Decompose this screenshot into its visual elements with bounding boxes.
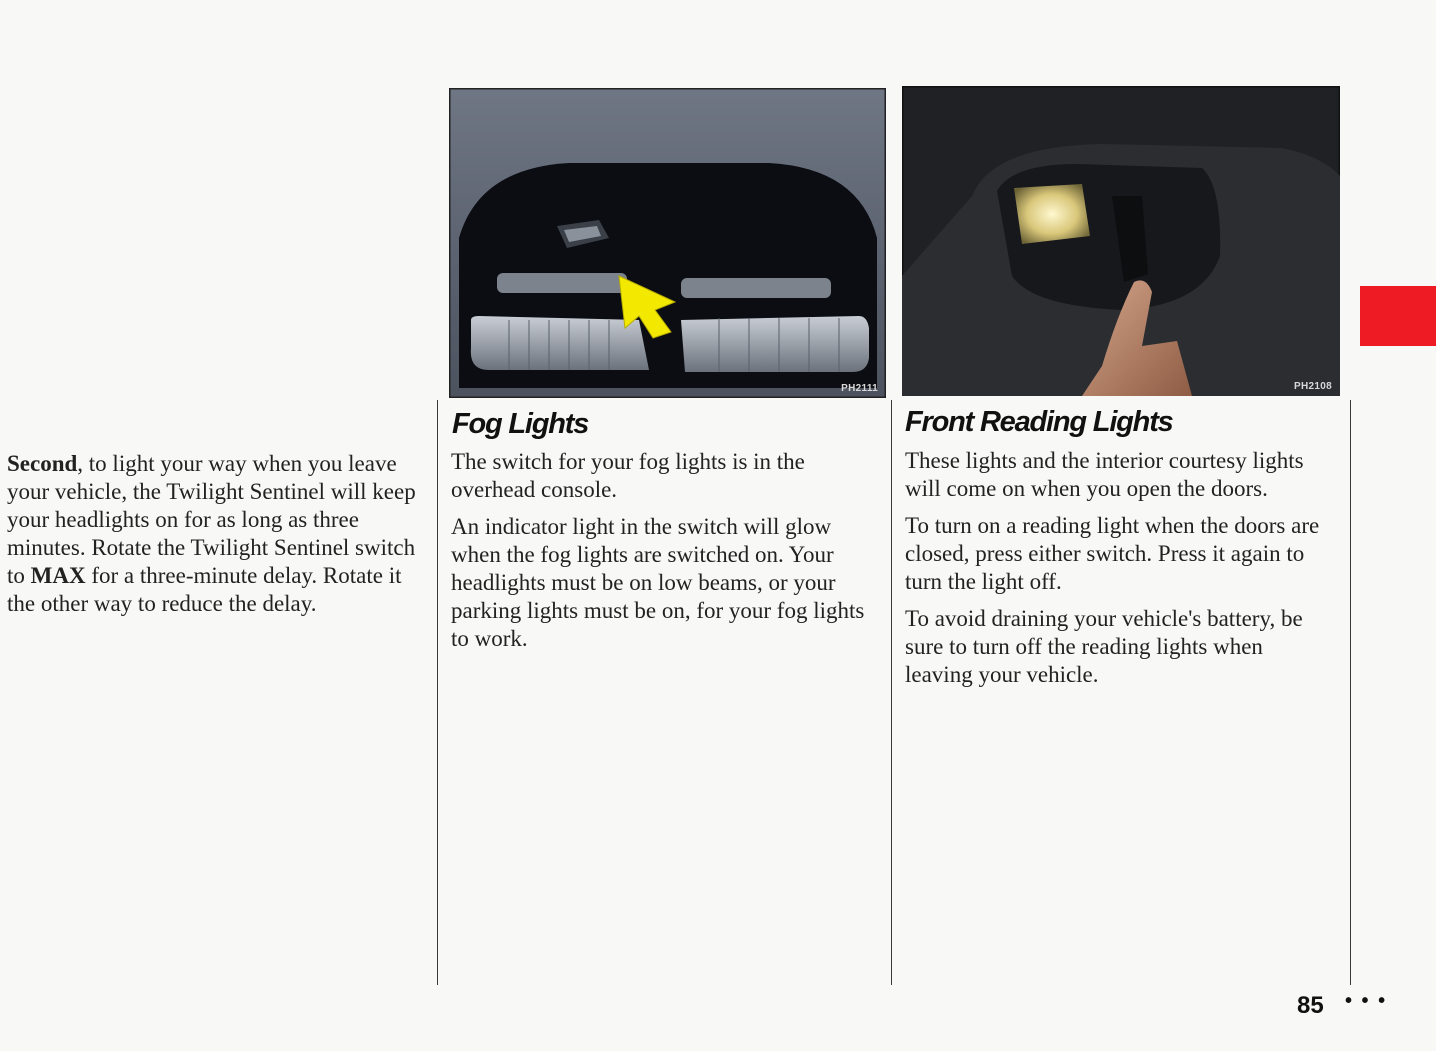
reading-lights-paragraph-1: These lights and the interior courtesy lights will come on when you open the doors. — [905, 448, 1304, 501]
reading-lights-paragraph-2: To turn on a reading light when the doors are closed, press either switch. Press it again to turn the light off. — [905, 513, 1320, 594]
reading-lights-paragraph-3: To avoid draining your vehicle's battery, be sure to turn off the reading lights when leaving your vehicle. — [905, 606, 1303, 687]
reading-lights-heading: Front Reading Lights — [905, 406, 1173, 438]
twilight-sentinel-paragraph: Second, to light your way when you leave your vehicle, the Twilight Sentinel will keep your headlights on for as long as three minutes. Rotate the Twilight Sentinel switch to MAX for a three-minute delay. Rotate it the other way to reduce the delay. — [7, 451, 416, 616]
max-setting: MAX — [30, 563, 86, 588]
fog-lights-heading: Fog Lights — [452, 408, 589, 440]
photo-code: PH2111 — [841, 383, 878, 394]
column-rule-right — [1350, 400, 1351, 985]
page-dots: • • • — [1345, 990, 1388, 1012]
section-tab — [1360, 286, 1436, 346]
fog-lights-paragraph-1: The switch for your fog lights is in the overhead console. — [451, 449, 805, 502]
lead-word: Second — [7, 451, 78, 476]
column-rule-middle — [891, 400, 892, 985]
reading-light-image — [902, 86, 1340, 396]
fog-lights-text — [451, 448, 871, 662]
column-rule-left — [437, 400, 438, 985]
photo-code: PH2108 — [1294, 381, 1332, 392]
reading-lights-photo — [902, 86, 1340, 396]
reading-lights-text — [905, 447, 1330, 698]
page-number: 85 — [1297, 992, 1324, 1019]
fog-lights-paragraph-2: An indicator light in the switch will glow when the fog lights are switched on. Your headlights must be on low beams, or your parking lights must be on, for your fog lights to work. — [451, 514, 865, 651]
overhead-console-image — [449, 88, 886, 398]
left-column-text — [7, 450, 427, 627]
fog-lights-photo — [449, 88, 886, 398]
